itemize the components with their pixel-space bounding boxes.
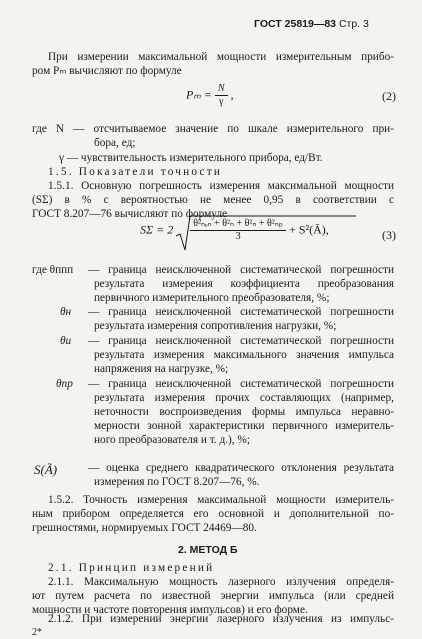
definition-line: неточности воспроизведения формы импульса неравно- bbox=[94, 406, 394, 418]
definition-line: — граница неисключенной систематической погрешности bbox=[88, 264, 394, 276]
standard-number: ГОСТ 25819—83 bbox=[254, 18, 337, 30]
definition-line: результата измерения сопротивления нагрузки, %; bbox=[94, 320, 337, 332]
paragraph-line: бора, ед; bbox=[94, 137, 136, 149]
paragraph-line: 1.5.1. Основную погрешность измерения максимальной мощности bbox=[48, 180, 394, 192]
section-heading: 1.5. Показатели точности bbox=[48, 166, 223, 178]
section-heading: 2.1. Принцип измерений bbox=[48, 562, 215, 574]
paragraph-line: ют путем расчета по известной энергии импульса (или средней bbox=[32, 590, 394, 602]
equation-number: (2) bbox=[382, 89, 396, 103]
definition-line: измерения по ГОСТ 8.207—76, %. bbox=[94, 476, 260, 488]
paragraph-line: ГОСТ 8.207—76 вычисляют по формуле bbox=[32, 208, 228, 220]
definition-line: результата измерения прочих составляющих (например, bbox=[94, 392, 394, 404]
definition-symbol: θн bbox=[60, 306, 72, 318]
paragraph-line: (SΣ) в % с вероятностью не менее 0,95 в соответствии с bbox=[32, 194, 394, 206]
definition-line: напряжения на нагрузке, %; bbox=[94, 363, 229, 375]
paragraph-line: где N — отсчитываемое значение по шкале измерительного при- bbox=[32, 123, 394, 135]
paragraph-line: мощности и частоте повторения импульсов) и его форме. bbox=[32, 604, 308, 616]
definition-symbol: θи bbox=[60, 335, 72, 347]
definition-line: ного преобразователя и т. д.), %; bbox=[94, 434, 250, 446]
paragraph-line: 2.1.1. Максимальную мощность лазерного излучения определя- bbox=[48, 576, 394, 588]
definition-line: результата измерения максимального значения импульса bbox=[94, 349, 394, 361]
definition-line: — граница неисключенной систематической погрешности bbox=[88, 335, 394, 347]
page-number: Стр. 3 bbox=[338, 18, 369, 30]
paragraph-line: ром Pₘ вычисляют по формуле bbox=[32, 65, 182, 77]
paragraph-line: 1.5.2. Точность измерения максимальной мощности измеритель- bbox=[48, 494, 394, 506]
definition-line: результата измерения коэффициента преобразования bbox=[94, 278, 394, 290]
paragraph-line: ным прибором определяется его основной и дополнительной по- bbox=[32, 508, 394, 520]
definition-line: — граница неисключенной систематической погрешности bbox=[88, 378, 394, 390]
definition-symbol: S(Ã) bbox=[34, 462, 58, 477]
definition-line: — граница неисключенной систематической погрешности bbox=[88, 306, 394, 318]
definition-line: мерности зонной характеристики первичного измеритель- bbox=[94, 420, 394, 432]
page-footer: 2* bbox=[32, 627, 42, 638]
paragraph-line: 2.1.2. При измерении энергии лазерного излучения из импульс- bbox=[48, 613, 394, 625]
formula-3: SΣ = 2 $\frac{\text{θ²ₙₑₙ + θ²ₙ + θ²ₙ + θ²ₙₚ}}{3}$ + S²(Ã), bbox=[140, 218, 329, 243]
definition-line: — оценка среднего квадратического отклонения результата bbox=[88, 462, 394, 474]
paragraph-line: При измерении максимальной мощности измерительным прибо- bbox=[48, 51, 394, 63]
paragraph-line: грешностями, нормируемых ГОСТ 24469—80. bbox=[32, 522, 257, 534]
definition-line: первичного измерительного преобразователя, %; bbox=[94, 292, 330, 304]
definition-symbol: θпр bbox=[56, 378, 73, 390]
page-header bbox=[254, 18, 369, 31]
paragraph-line: γ — чувствительность измерительного прибора, ед/Вт. bbox=[59, 152, 323, 164]
equation-number: (3) bbox=[382, 228, 396, 242]
method-heading: 2. МЕТОД Б bbox=[178, 544, 238, 556]
definition-symbol: где θппп bbox=[32, 264, 74, 276]
formula-2: Pₘ = $\frac{N}{\gamma}$ , bbox=[186, 83, 234, 107]
